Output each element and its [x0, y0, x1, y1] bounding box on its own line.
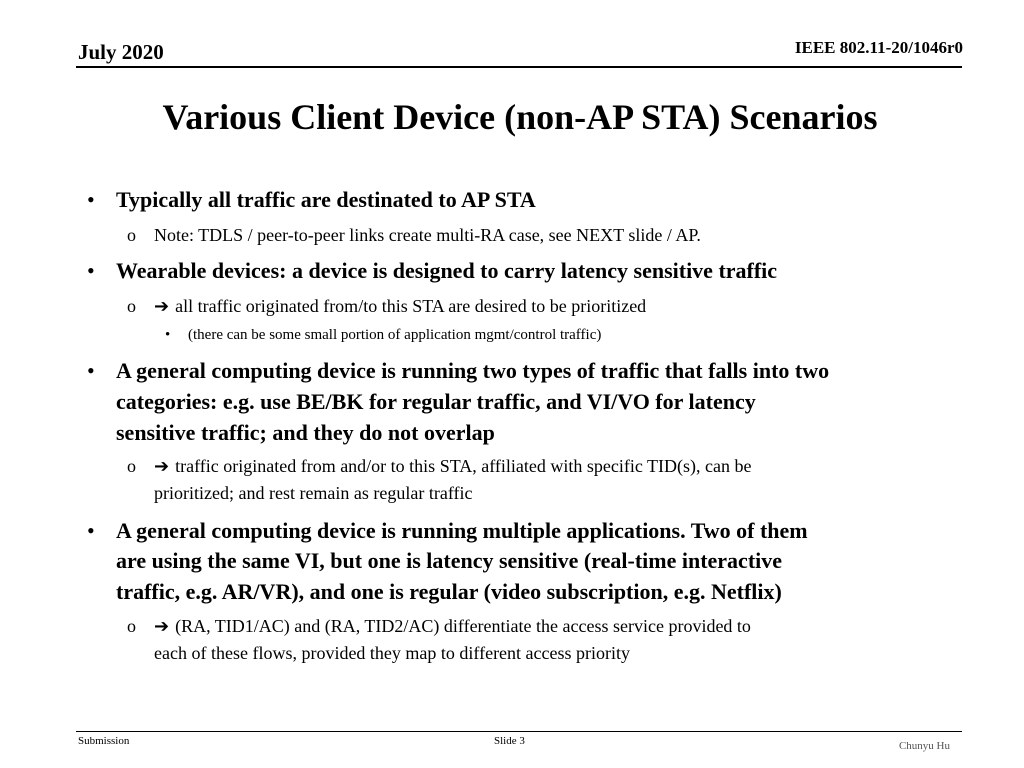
bullet-3-line-2: categories: e.g. use BE/BK for regular traffic, and VI/VO for latency: [116, 389, 756, 414]
bullet-4-line-3: traffic, e.g. AR/VR), and one is regular (video subscription, e.g. Netflix): [116, 579, 782, 604]
bullet-4-line-1: A general computing device is running multiple applications. Two of them: [116, 518, 808, 543]
bullet-3-line-1: A general computing device is running two types of traffic that falls into two: [116, 358, 830, 383]
bullet-2-sub-1-sub-1: (there can be some small portion of application mgmt/control traffic): [188, 327, 602, 343]
footer-author: Chunyu Hu: [898, 740, 950, 752]
bullet-3-sub-1-line-1: [154, 456, 751, 477]
sub-bullet-marker: o: [127, 616, 136, 636]
header-date: July 2020: [78, 40, 164, 64]
bullet-marker: •: [87, 187, 95, 212]
sub-bullet-marker: o: [127, 456, 136, 476]
small-bullet-marker: •: [165, 327, 171, 343]
bullet-4-sub-1-text: (RA, TID1/AC) and (RA, TID2/AC) differentiate the access service provided to: [175, 616, 751, 636]
bullet-2-sub-1-text: all traffic originated from/to this STA are desired to be prioritized: [175, 296, 647, 316]
bullet-3-sub-1-line-2: prioritized; and rest remain as regular traffic: [154, 483, 473, 503]
bullet-2: Wearable devices: a device is designed to carry latency sensitive traffic: [116, 258, 778, 283]
bullet-1: Typically all traffic are destinated to AP STA: [116, 187, 536, 212]
arrow-right-icon: ➔: [154, 296, 170, 317]
bullet-marker: •: [87, 358, 95, 383]
footer-divider: [76, 731, 962, 732]
bullet-1-sub-1: Note: TDLS / peer-to-peer links create multi-RA case, see NEXT slide / AP.: [154, 225, 701, 245]
sub-bullet-marker: o: [127, 296, 136, 316]
bullet-2-sub-1: [154, 296, 646, 317]
bullet-4-sub-1-line-1: [154, 616, 751, 637]
bullet-4-sub-1-line-2: each of these flows, provided they map to different access priority: [154, 643, 631, 663]
footer-slide-number: Slide 3: [494, 735, 525, 747]
header-doc-id: IEEE 802.11-20/1046r0: [794, 38, 963, 57]
bullet-4-line-2: are using the same VI, but one is latency sensitive (real-time interactive: [116, 548, 783, 573]
bullet-marker: •: [87, 258, 95, 283]
arrow-right-icon: ➔: [154, 456, 170, 477]
bullet-marker: •: [87, 518, 95, 543]
slide-title: Various Client Device (non-AP STA) Scenarios: [162, 97, 878, 137]
arrow-right-icon: ➔: [154, 616, 170, 637]
bullet-3-sub-1-text: traffic originated from and/or to this STA, affiliated with specific TID(s), can be: [175, 456, 752, 476]
bullet-3-line-3: sensitive traffic; and they do not overlap: [116, 420, 495, 445]
sub-bullet-marker: o: [127, 225, 136, 245]
footer-submission: Submission: [78, 735, 130, 747]
